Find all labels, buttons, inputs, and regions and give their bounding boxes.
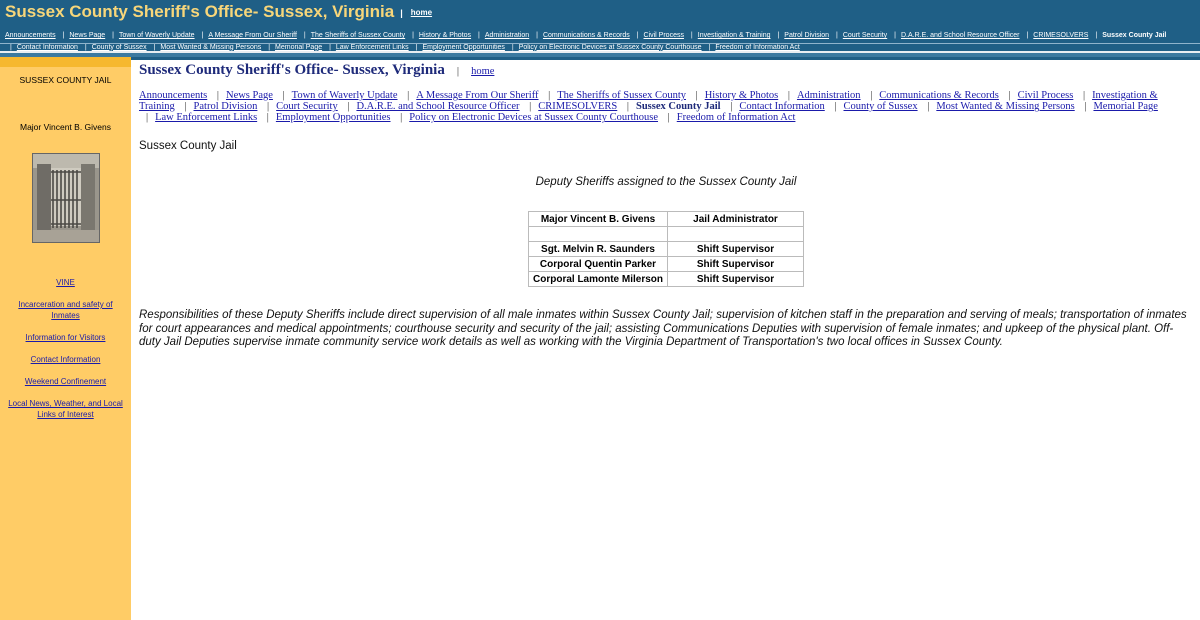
staff-role: Shift Supervisor	[668, 242, 804, 257]
table-row	[529, 257, 804, 272]
main-nav-separator: |	[626, 101, 629, 113]
sidebar-heading: SUSSEX COUNTY JAIL	[19, 75, 112, 85]
main-nav-link-memorial-page[interactable]: Memorial Page	[1093, 101, 1158, 113]
main-nav-separator: |	[695, 90, 698, 101]
main-nav-separator: |	[927, 101, 930, 113]
sidebar-link-weekend-confinement[interactable]: Weekend Confinement	[24, 377, 107, 386]
main-nav-link-communications-records[interactable]: Communications & Records	[879, 90, 999, 101]
top-nav-link-announcements[interactable]: Announcements	[5, 32, 56, 39]
top-nav-link-most-wanted-missing-persons[interactable]: Most Wanted & Missing Persons	[160, 43, 262, 51]
main-nav-link-employment-opportunities[interactable]: Employment Opportunities	[275, 112, 391, 124]
main-nav-link-d-a-r-e-and-school-resource-officer[interactable]: D.A.R.E. and School Resource Officer	[356, 101, 520, 113]
top-nav-link-communications-records[interactable]: Communications & Records	[542, 32, 630, 39]
main-nav-link-contact-information[interactable]: Contact Information	[739, 101, 825, 113]
top-nav-link-court-security[interactable]: Court Security	[842, 32, 888, 39]
main-nav-link-county-of-sussex[interactable]: County of Sussex	[843, 101, 918, 113]
main-nav-link-policy-on-electronic-devices-at-sussex-county-courthouse[interactable]: Policy on Electronic Devices at Sussex County Courthouse	[409, 112, 659, 124]
top-nav-link-news-page[interactable]: News Page	[69, 32, 106, 39]
top-nav-link-administration[interactable]: Administration	[484, 32, 530, 39]
top-nav-separator: |	[777, 32, 780, 39]
table-row	[529, 212, 804, 227]
top-nav-separator: |	[478, 32, 480, 39]
main-nav-link-announcements[interactable]: Announcements	[139, 90, 208, 101]
top-nav-separator: |	[84, 43, 87, 51]
main-nav-separator: |	[400, 112, 403, 124]
main-nav-separator: |	[407, 90, 410, 101]
top-nav-link-the-sheriffs-of-sussex-county[interactable]: The Sheriffs of Sussex County	[310, 32, 406, 39]
main-navigation	[139, 90, 1189, 124]
main-nav-link-investigation-training[interactable]: Investigation & Training	[139, 90, 1158, 113]
site-title-bar	[5, 2, 432, 22]
title-separator: |	[400, 7, 403, 18]
main-nav-link-administration[interactable]: Administration	[796, 90, 861, 101]
top-nav-separator: |	[153, 43, 156, 51]
sidebar-links	[4, 277, 127, 431]
top-nav-link-history-photos[interactable]: History & Photos	[418, 32, 472, 39]
main-nav-separator: |	[548, 90, 551, 101]
main-nav-separator: |	[266, 112, 269, 124]
main-nav-link-court-security[interactable]: Court Security	[276, 101, 338, 113]
top-nav-link-freedom-of-information-act[interactable]: Freedom of Information Act	[715, 43, 800, 51]
top-nav-link-county-of-sussex[interactable]: County of Sussex	[91, 43, 147, 51]
main-nav-separator: |	[282, 90, 285, 101]
top-nav-separator: |	[268, 43, 271, 51]
table-row	[529, 272, 804, 287]
staff-role: Shift Supervisor	[668, 257, 804, 272]
main-nav-link-town-of-waverly-update[interactable]: Town of Waverly Update	[291, 90, 398, 101]
top-nav-separator: |	[690, 32, 693, 39]
top-nav-link-town-of-waverly-update[interactable]: Town of Waverly Update	[118, 32, 195, 39]
staff-role: Jail Administrator	[668, 212, 804, 227]
top-nav-separator: |	[303, 32, 306, 39]
main-nav-separator: |	[347, 101, 350, 113]
top-nav-link-civil-process[interactable]: Civil Process	[643, 32, 684, 39]
top-nav-separator: |	[329, 43, 331, 51]
staff-name	[529, 227, 668, 242]
main-heading	[139, 62, 1189, 79]
top-nav-link-contact-information[interactable]: Contact Information	[16, 43, 78, 51]
banner-stripe	[0, 53, 1200, 57]
top-nav-link-investigation-training[interactable]: Investigation & Training	[697, 32, 771, 39]
sidebar-link-local-news[interactable]: Local News, Weather, and Local Links of Interest	[8, 399, 123, 419]
top-nav-separator: |	[62, 32, 65, 39]
banner-divider	[0, 43, 1200, 44]
main-nav-separator: |	[267, 101, 270, 113]
main-home-link[interactable]: home	[471, 66, 495, 77]
main-nav-link-patrol-division[interactable]: Patrol Division	[193, 101, 258, 113]
top-nav-link-a-message-from-our-sheriff[interactable]: A Message From Our Sheriff	[208, 32, 297, 39]
main-nav-separator: |	[1082, 90, 1086, 101]
top-nav-separator: |	[536, 32, 538, 39]
staff-subtitle: Deputy Sheriffs assigned to the Sussex County Jail	[535, 176, 797, 188]
responsibilities-text: Responsibilities of these Deputy Sheriffs include direct supervision of all male inmates within Sussex County Jail; supervision of kitchen staff in the preparation and serving of meals; transportation of inmates for court appearances and medical appointments; courthouse security and security of the jail; assisting Communications Deputies with supervision of female inmates; and upkeep of the physical plant. Off-duty Jail Deputies supervise inmate community service work details as well as working with the Virginia Department of Transportation's two local offices in Sussex County.	[139, 309, 1187, 348]
main-nav-link-history-photos[interactable]: History & Photos	[704, 90, 779, 101]
top-nav-separator: |	[636, 32, 639, 39]
table-row	[529, 227, 804, 242]
main-nav-link-civil-process[interactable]: Civil Process	[1017, 90, 1074, 101]
staff-name: Major Vincent B. Givens	[529, 212, 668, 227]
top-nav-separator: |	[894, 32, 896, 39]
main-nav-separator: |	[1008, 90, 1011, 101]
jail-cell-photo	[32, 153, 100, 243]
main-nav-link-sussex-county-jail: Sussex County Jail	[635, 101, 721, 113]
top-nav-link-law-enforcement-links[interactable]: Law Enforcement Links	[335, 43, 409, 51]
top-nav-link-patrol-division[interactable]: Patrol Division	[784, 32, 830, 39]
main-nav-link-crimesolvers[interactable]: CRIMESOLVERS	[538, 101, 618, 113]
top-nav-separator: |	[836, 32, 838, 39]
main-nav-link-a-message-from-our-sheriff[interactable]: A Message From Our Sheriff	[416, 90, 539, 101]
top-nav-separator: |	[10, 43, 12, 51]
main-nav-separator: |	[184, 101, 187, 113]
main-nav-link-the-sheriffs-of-sussex-county[interactable]: The Sheriffs of Sussex County	[557, 90, 686, 101]
main-nav-separator: |	[216, 90, 219, 101]
top-nav-separator: |	[415, 43, 418, 51]
staff-name: Corporal Lamonte Milerson	[529, 272, 668, 287]
sidebar-person-name: Major Vincent B. Givens	[19, 122, 112, 132]
sidebar-link-incarceration-safety[interactable]: Incarceration and safety of Inmates	[18, 300, 113, 320]
top-nav-link-policy-on-electronic-devices-at-sussex-county-courthouse[interactable]: Policy on Electronic Devices at Sussex County Courthouse	[518, 43, 702, 51]
home-link[interactable]: home	[410, 8, 433, 18]
main-nav-separator: |	[529, 101, 532, 113]
sidebar-link-visitor-info[interactable]: Information for Visitors	[25, 333, 106, 342]
main-nav-link-news-page[interactable]: News Page	[225, 90, 273, 101]
top-nav-link-d-a-r-e-and-school-resource-officer[interactable]: D.A.R.E. and School Resource Officer	[900, 32, 1020, 39]
staff-role: Shift Supervisor	[668, 272, 804, 287]
top-nav-link-sussex-county-jail: Sussex County Jail	[1102, 32, 1167, 39]
main-nav-separator: |	[667, 112, 670, 124]
top-nav-separator: |	[511, 43, 514, 51]
main-nav-link-freedom-of-information-act[interactable]: Freedom of Information Act	[676, 112, 796, 124]
main-content	[139, 62, 1189, 124]
staff-table	[528, 211, 804, 287]
top-nav-separator: |	[112, 32, 114, 39]
top-nav-separator: |	[1026, 32, 1029, 39]
main-title: Sussex County Sheriff's Office- Sussex, Virginia	[139, 62, 445, 78]
table-row	[529, 242, 804, 257]
sidebar-link-contact-info[interactable]: Contact Information	[30, 355, 101, 364]
left-sidebar	[0, 57, 131, 620]
top-nav-link-employment-opportunities[interactable]: Employment Opportunities	[422, 43, 505, 51]
sidebar-link-vine[interactable]: VINE	[56, 278, 75, 287]
main-nav-link-law-enforcement-links[interactable]: Law Enforcement Links	[155, 112, 258, 124]
main-nav-separator: |	[834, 101, 837, 113]
top-nav-separator: |	[708, 43, 711, 51]
main-nav-separator: |	[146, 112, 149, 124]
top-nav-link-memorial-page[interactable]: Memorial Page	[275, 43, 323, 51]
staff-role	[668, 227, 804, 242]
top-nav-link-crimesolvers[interactable]: CRIMESOLVERS	[1033, 32, 1089, 39]
staff-name: Sgt. Melvin R. Saunders	[529, 242, 668, 257]
site-title: Sussex County Sheriff's Office- Sussex, Virginia	[5, 2, 395, 21]
main-nav-separator: |	[730, 101, 733, 113]
main-nav-separator: |	[1084, 101, 1087, 113]
top-nav-separator: |	[1095, 32, 1098, 39]
jail-cell-image	[33, 154, 99, 242]
main-nav-link-most-wanted-missing-persons[interactable]: Most Wanted & Missing Persons	[936, 101, 1075, 113]
main-title-separator: |	[456, 65, 460, 77]
main-nav-separator: |	[870, 90, 873, 101]
page-title: Sussex County Jail	[139, 140, 237, 152]
top-nav-separator: |	[412, 32, 414, 39]
staff-name: Corporal Quentin Parker	[529, 257, 668, 272]
top-nav-separator: |	[201, 32, 204, 39]
main-nav-separator: |	[787, 90, 790, 101]
top-navigation	[5, 30, 1195, 53]
